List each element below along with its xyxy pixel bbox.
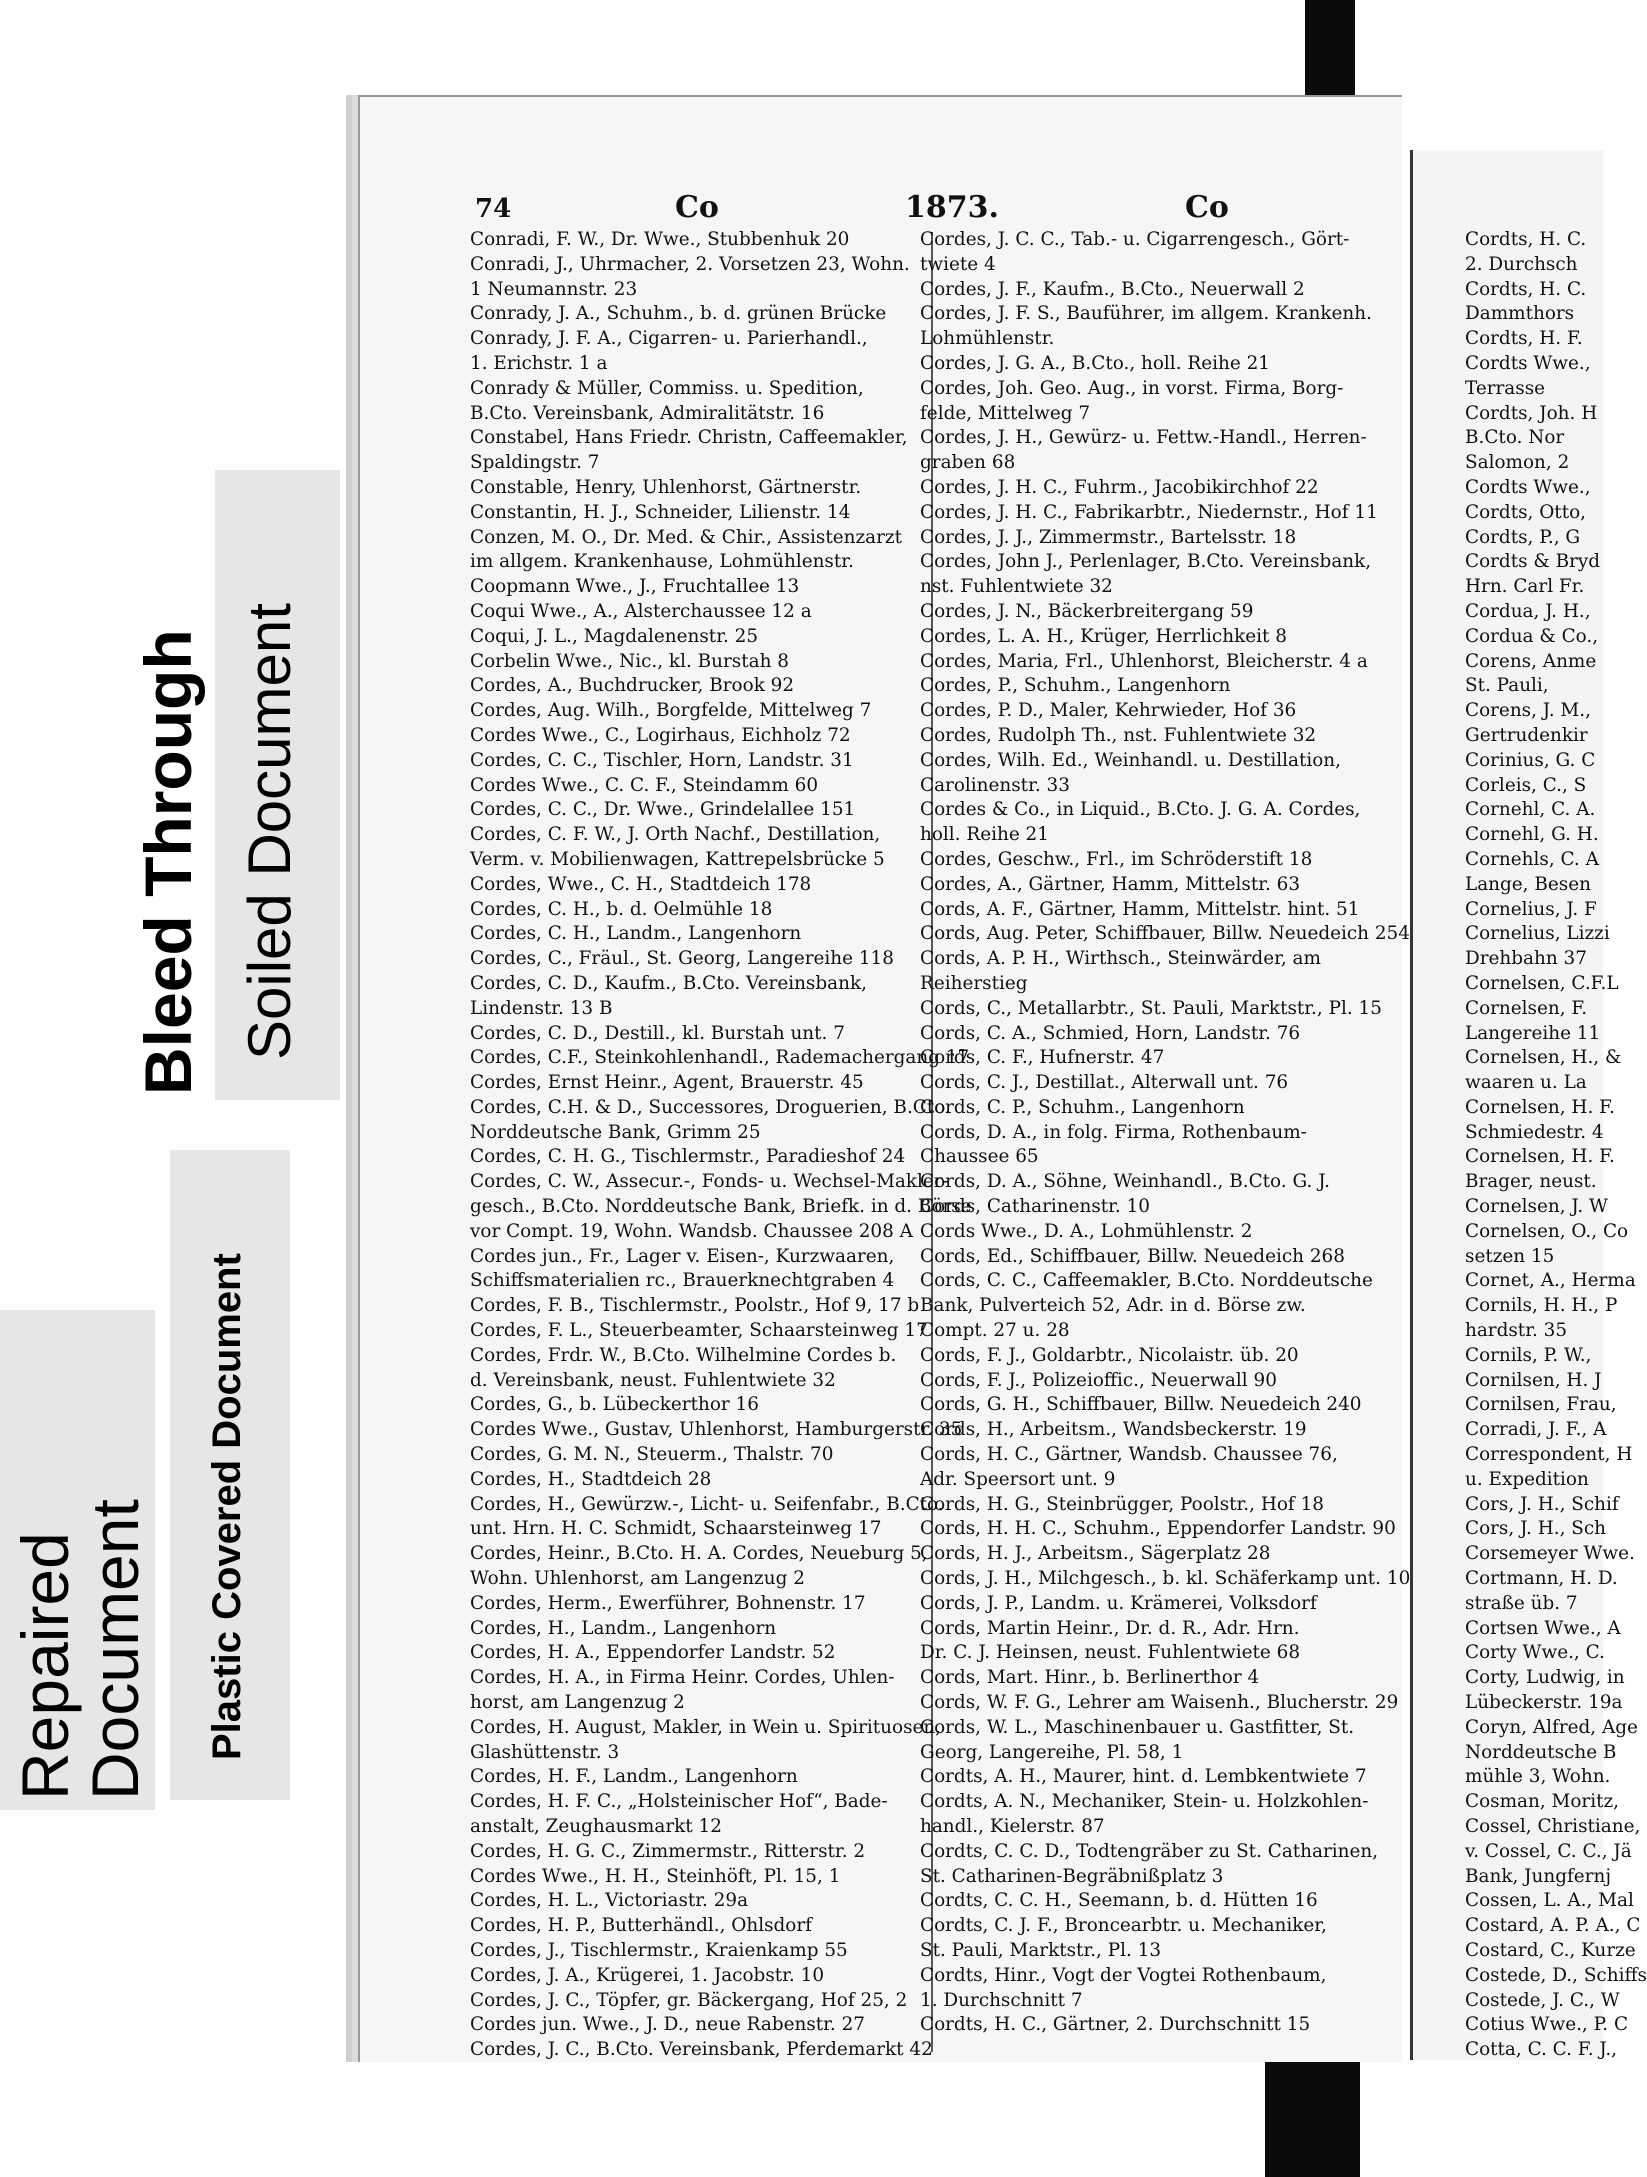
- directory-entry: Corsemeyer Wwe.: [1465, 1543, 1635, 1565]
- directory-entry: Schmiedestr. 4: [1465, 1121, 1604, 1143]
- directory-entry: Cordts & Bryd: [1465, 551, 1601, 573]
- directory-entry: Cordes, C. F. W., J. Orth Nachf., Destillation,: [470, 824, 881, 846]
- directory-entry: Cordes, J. A., Krügerei, 1. Jacobstr. 10: [470, 1964, 825, 1986]
- directory-entry: Glashüttenstr. 3: [470, 1741, 620, 1763]
- directory-entry: Cordes, A., Buchdrucker, Brook 92: [470, 675, 795, 697]
- directory-entry: Cornehls, C. A: [1465, 848, 1599, 870]
- directory-entry: d. Vereinsbank, neust. Fuhlentwiete 32: [470, 1369, 836, 1391]
- right-column: [1465, 228, 1647, 2063]
- directory-entry: Cords, Ed., Schiffbauer, Billw. Neuedeich 268: [920, 1245, 1345, 1267]
- directory-entry: Cords, H. H. C., Schuhm., Eppendorfer Landstr. 90: [920, 1518, 1396, 1540]
- directory-entry: Cords, W. L., Maschinenbauer u. Gastfitter, St.: [920, 1716, 1355, 1738]
- directory-entry: Cordes Wwe., C. C. F., Steindamm 60: [470, 774, 819, 796]
- directory-entry: twiete 4: [920, 253, 996, 275]
- page-header: [475, 190, 1375, 230]
- directory-entry: Dr. C. J. Heinsen, neust. Fuhlentwiete 68: [920, 1642, 1301, 1664]
- directory-entry: Cotius Wwe., P. C: [1465, 2014, 1629, 2036]
- soiled-document-label: Soiled Document: [236, 603, 303, 1060]
- directory-entry: Cordts, A. N., Mechaniker, Stein- u. Holzkohlen-: [920, 1791, 1369, 1813]
- directory-entry: Corinius, G. C: [1465, 749, 1596, 771]
- directory-entry: Cordes Wwe., H. H., Steinhöft, Pl. 15, 1: [470, 1865, 841, 1887]
- directory-entry: Cordts, C. J. F., Broncearbtr. u. Mechaniker,: [920, 1915, 1327, 1937]
- directory-entry: Verm. v. Mobilienwagen, Kattrepelsbrücke 5: [470, 848, 885, 870]
- directory-entry: Costard, C., Kurze: [1465, 1939, 1636, 1961]
- directory-entry: Cordes, H. F. C., „Holsteinischer Hof“, Bade-: [470, 1791, 888, 1813]
- directory-entry: Wohn. Uhlenhorst, am Langenzug 2: [470, 1568, 805, 1590]
- directory-entry: Cords, J. H., Milchgesch., b. kl. Schäferkamp unt. 10: [920, 1568, 1411, 1590]
- directory-entry: Cordts, H. C., Gärtner, 2. Durchschnitt 15: [920, 2014, 1311, 2036]
- directory-entry: Cordes, G., b. Lübeckerthor 16: [470, 1394, 759, 1416]
- directory-entry: Cordes, H. F., Landm., Langenhorn: [470, 1766, 798, 1788]
- directory-entry: Cors, J. H., Schif: [1465, 1493, 1619, 1515]
- directory-entry: Compt. 27 u. 28: [920, 1320, 1070, 1342]
- directory-entry: Cordes, C. W., Assecur.-, Fonds- u. Wechsel-Makler-: [470, 1171, 949, 1193]
- middle-column: [920, 228, 1411, 2038]
- directory-entry: Cordes, Wilh. Ed., Weinhandl. u. Destillation,: [920, 749, 1341, 771]
- directory-entry: Cossen, L. A., Mal: [1465, 1890, 1634, 1912]
- directory-entry: Cornelsen, F.: [1465, 997, 1588, 1019]
- directory-entry: Norddeutsche B: [1465, 1741, 1617, 1763]
- directory-entry: Cordes jun. Wwe., J. D., neue Rabenstr. 27: [470, 2014, 866, 2036]
- directory-entry: handl., Kielerstr. 87: [920, 1816, 1105, 1837]
- directory-entry: Cordes, J. G. A., B.Cto., holl. Reihe 21: [920, 352, 1270, 374]
- directory-entry: Cordes, Heinr., B.Cto. H. A. Cordes, Neueburg 5,: [470, 1543, 928, 1565]
- directory-entry: Cordes, A., Gärtner, Hamm, Mittelstr. 63: [920, 873, 1301, 895]
- directory-entry: Cordes, John J., Perlenlager, B.Cto. Vereinsbank,: [920, 551, 1372, 573]
- directory-entry: unt. Hrn. H. C. Schmidt, Schaarsteinweg 17: [470, 1518, 882, 1540]
- directory-entry: Lübeckerstr. 19a: [1465, 1692, 1623, 1714]
- directory-entry: Cordes, J. J., Zimmermstr., Bartelsstr. 18: [920, 526, 1297, 548]
- directory-entry: Cords, J. P., Landm. u. Krämerei, Volksdorf: [920, 1592, 1317, 1614]
- repaired-label-line1: Repaired: [8, 1532, 82, 1800]
- directory-entry: Costard, A. P. A., C: [1465, 1915, 1641, 1937]
- directory-entry: anstalt, Zeughausmarkt 12: [470, 1816, 722, 1837]
- directory-entry: Cors, J. H., Sch: [1465, 1518, 1607, 1540]
- directory-entry: Cordts, P., G: [1465, 526, 1581, 548]
- directory-entry: Cordes, G. M. N., Steuerm., Thalstr. 70: [470, 1444, 834, 1466]
- directory-entry: Conrady & Müller, Commiss. u. Spedition,: [470, 377, 864, 399]
- directory-entry: Cordes, C.H. & D., Successores, Droguerien, B.Cto.: [470, 1096, 951, 1118]
- directory-entry: Cotta, C. C. F. J.,: [1465, 2039, 1618, 2061]
- directory-entry: Cordua & Co.,: [1465, 625, 1599, 647]
- directory-entry: Cordes, Aug. Wilh., Borgfelde, Mittelweg 7: [470, 700, 872, 722]
- directory-entry: Cordes, F. B., Tischlermstr., Poolstr., Hof 9, 17 b: [470, 1295, 920, 1317]
- directory-entry: 1. Durchschnitt 7: [920, 1989, 1083, 2011]
- directory-entry: Cordes, P., Schuhm., Langenhorn: [920, 675, 1231, 697]
- directory-entry: graben 68: [920, 452, 1016, 474]
- directory-entry: Gertrudenkir: [1465, 724, 1588, 746]
- directory-entry: Cordes, Joh. Geo. Aug., in vorst. Firma, Borg-: [920, 377, 1344, 399]
- bleed-through-label: Bleed Through: [131, 629, 205, 1095]
- directory-entry: Cordes, J. H. C., Fabrikarbtr., Niedernstr., Hof 11: [920, 501, 1378, 523]
- directory-entry: Cordes, F. L., Steuerbeamter, Schaarsteinweg 17: [470, 1320, 928, 1342]
- directory-entry: Cordts, H. C.: [1465, 229, 1587, 250]
- directory-entry: Cornils, P. W.,: [1465, 1344, 1592, 1366]
- directory-entry: Cordes & Co., in Liquid., B.Cto. J. G. A. Cordes,: [920, 799, 1361, 821]
- directory-entry: Cordes, J. H. C., Fuhrm., Jacobikirchhof 22: [920, 476, 1319, 498]
- directory-entry: Cortsen Wwe., A: [1465, 1617, 1621, 1639]
- directory-entry: Cornelsen, H., &: [1465, 1047, 1622, 1069]
- directory-entry: Bank, Pulverteich 52, Adr. in d. Börse zw.: [920, 1295, 1306, 1317]
- directory-entry: Corty, Ludwig, in: [1465, 1667, 1625, 1689]
- directory-entry: Cordes, J. C. C., Tab.- u. Cigarrengesch., Gört-: [920, 229, 1350, 250]
- directory-entry: Cords, H. J., Arbeitsm., Sägerplatz 28: [920, 1543, 1271, 1565]
- directory-entry: Cornet, A., Herma: [1465, 1270, 1636, 1292]
- directory-entry: Cordes jun., Fr., Lager v. Eisen-, Kurzwaaren,: [470, 1245, 895, 1267]
- directory-entry: felde, Mittelweg 7: [920, 402, 1091, 424]
- directory-entry: gesch., B.Cto. Norddeutsche Bank, Briefk. in d. Börse: [470, 1196, 972, 1218]
- directory-entry: Schiffsmaterialien rc., Brauerknechtgraben 4: [470, 1270, 895, 1292]
- directory-entry: Corradi, J. F., A: [1465, 1419, 1607, 1441]
- directory-entry: Cornilsen, H. J: [1465, 1369, 1602, 1391]
- directory-entry: Corens, Anme: [1465, 650, 1597, 672]
- directory-entry: Cordes, C. H. G., Tischlermstr., Paradieshof 24: [470, 1146, 906, 1168]
- directory-entry: Cornilsen, Frau,: [1465, 1394, 1617, 1416]
- directory-entry: Cordes, Maria, Frl., Uhlenhorst, Bleicherstr. 4 a: [920, 650, 1368, 672]
- directory-entry: B.Cto. Nor: [1465, 427, 1565, 449]
- directory-entry: Salomon, 2: [1465, 452, 1570, 474]
- directory-entry: Coqui Wwe., A., Alsterchaussee 12 a: [470, 600, 812, 622]
- directory-entry: Cordts, H. F.: [1465, 328, 1583, 350]
- directory-entry: Cordts, A. H., Maurer, hint. d. Lembkentwiete 7: [920, 1766, 1367, 1788]
- directory-entry: Coqui, J. L., Magdalenenstr. 25: [470, 625, 759, 647]
- directory-entry: nst. Fuhlentwiete 32: [920, 576, 1113, 598]
- directory-entry: Constable, Henry, Uhlenhorst, Gärtnerstr.: [470, 476, 862, 498]
- directory-entry: Cordes, Frdr. W., B.Cto. Wilhelmine Cordes b.: [470, 1344, 897, 1366]
- directory-entry: Cordes, J. H., Gewürz- u. Fettw.-Handl., Herren-: [920, 427, 1367, 449]
- directory-entry: Conrady, J. A., Schuhm., b. d. grünen Brücke: [470, 303, 887, 325]
- directory-entry: Langereihe 11: [1465, 1022, 1601, 1044]
- directory-entry: Coopmann Wwe., J., Fruchtallee 13: [470, 576, 800, 598]
- header-year: 1873.: [905, 190, 999, 225]
- directory-entry: Cordes, P. D., Maler, Kehrwieder, Hof 36: [920, 700, 1297, 722]
- repaired-document-label: [10, 1499, 150, 1800]
- directory-entry: mühle 3, Wohn.: [1465, 1766, 1611, 1788]
- directory-entry: Cords, C. C., Caffeemakler, B.Cto. Norddeutsche: [920, 1270, 1373, 1292]
- directory-entry: Spaldingstr. 7: [470, 452, 600, 474]
- directory-entry: Correspondent, H: [1465, 1444, 1633, 1466]
- directory-entry: holl. Reihe 21: [920, 824, 1049, 846]
- directory-entry: Bank, Jungfernj: [1465, 1865, 1612, 1887]
- directory-entry: Cordes, C. C., Tischler, Horn, Landstr. 31: [470, 749, 854, 771]
- directory-entry: Corleis, C., S: [1465, 774, 1587, 796]
- directory-entry: Cords, C. P., Schuhm., Langenhorn: [920, 1096, 1245, 1118]
- repaired-label-line2: Document: [78, 1499, 152, 1800]
- directory-entry: Constabel, Hans Friedr. Christn, Caffeemakler,: [470, 427, 908, 449]
- directory-entry: Cornelius, Lizzi: [1465, 923, 1610, 945]
- directory-entry: Cordes, C., Fräul., St. Georg, Langereihe 118: [470, 948, 894, 970]
- directory-entry: Cords, A. P. H., Wirthsch., Steinwärder, am: [920, 948, 1321, 970]
- directory-entry: Cordts, Otto,: [1465, 501, 1587, 523]
- directory-entry: Cordes, J. N., Bäckerbreitergang 59: [920, 600, 1254, 622]
- directory-entry: Cordts, H. C.: [1465, 278, 1587, 300]
- directory-entry: Cordes, H. G. C., Zimmermstr., Ritterstr. 2: [470, 1840, 866, 1862]
- directory-entry: Brager, neust.: [1465, 1171, 1597, 1193]
- directory-entry: Cordua, J. H.,: [1465, 600, 1591, 622]
- directory-entry: Cordes, C.F., Steinkohlenhandl., Rademachergang 17: [470, 1047, 970, 1069]
- directory-entry: Cords, D. A., in folg. Firma, Rothenbaum-: [920, 1121, 1307, 1143]
- directory-entry: Cordes, J., Tischlermstr., Kraienkamp 55: [470, 1939, 848, 1961]
- directory-entry: 1. Erichstr. 1 a: [470, 352, 608, 374]
- directory-entry: Lindenstr. 13 B: [470, 997, 613, 1019]
- directory-entry: Cordes, C. C., Dr. Wwe., Grindelallee 151: [470, 799, 856, 821]
- directory-entry: Dammthors: [1465, 303, 1575, 325]
- directory-entry: waaren u. La: [1465, 1072, 1587, 1094]
- directory-entry: Cosman, Moritz,: [1465, 1791, 1620, 1813]
- directory-entry: Lange, Besen: [1465, 873, 1591, 895]
- directory-entry: Cordes, H., Landm., Langenhorn: [470, 1617, 777, 1639]
- directory-entry: Reiherstieg: [920, 972, 1028, 994]
- directory-entry: B.Cto. Vereinsbank, Admiralitätstr. 16: [470, 402, 825, 424]
- directory-entry: Cords, D. A., Söhne, Weinhandl., B.Cto. G. J.: [920, 1171, 1331, 1193]
- directory-entry: Cordes, H. August, Makler, in Wein u. Spirituosen,: [470, 1716, 942, 1738]
- directory-entry: hardstr. 35: [1465, 1320, 1568, 1342]
- directory-entry: Cornelsen, H. F.: [1465, 1096, 1615, 1118]
- directory-entry: Carolinenstr. 33: [920, 774, 1070, 796]
- directory-entry: Conradi, J., Uhrmacher, 2. Vorsetzen 23, Wohn.: [470, 253, 910, 275]
- directory-entry: Cordts, C. C. H., Seemann, b. d. Hütten 16: [920, 1890, 1318, 1912]
- directory-entry: Cords, A. F., Gärtner, Hamm, Mittelstr. hint. 51: [920, 898, 1360, 920]
- directory-entry: Cordes Wwe., Gustav, Uhlenhorst, Hamburgerstr. 35: [470, 1419, 963, 1441]
- directory-entry: Cordts, C. C. D., Todtengräber zu St. Catharinen,: [920, 1840, 1379, 1862]
- directory-entry: Conradi, F. W., Dr. Wwe., Stubbenhuk 20: [470, 229, 850, 250]
- page-number: 74: [475, 194, 512, 224]
- directory-entry: Cords, Martin Heinr., Dr. d. R., Adr. Hrn.: [920, 1617, 1300, 1639]
- directory-entry: Conrady, J. F. A., Cigarren- u. Parierhandl.,: [470, 328, 868, 350]
- directory-entry: im allgem. Krankenhause, Lohmühlenstr.: [470, 551, 854, 573]
- directory-entry: Georg, Langereihe, Pl. 58, 1: [920, 1741, 1184, 1763]
- directory-entry: Cords, C., Metallarbtr., St. Pauli, Marktstr., Pl. 15: [920, 997, 1382, 1019]
- directory-entry: St. Pauli, Marktstr., Pl. 13: [920, 1939, 1162, 1961]
- directory-entry: Cordes, H., Gewürzw.-, Licht- u. Seifenfabr., B.Cto.: [470, 1493, 944, 1515]
- directory-entry: St. Pauli,: [1465, 675, 1549, 697]
- directory-entry: Cordes, Ernst Heinr., Agent, Brauerstr. 45: [470, 1072, 864, 1094]
- directory-entry: Cordes, Herm., Ewerführer, Bohnenstr. 17: [470, 1592, 866, 1614]
- directory-entry: Cordes, J. F. S., Bauführer, im allgem. Krankenh.: [920, 303, 1372, 325]
- directory-entry: Corens, J. M.,: [1465, 700, 1591, 722]
- directory-entry: Chaussee 65: [920, 1146, 1039, 1168]
- directory-entry: Cords, H., Arbeitsm., Wandsbeckerstr. 19: [920, 1419, 1307, 1441]
- directory-entry: Cords, H. G., Steinbrügger, Poolstr., Hof 18: [920, 1493, 1324, 1515]
- directory-entry: Hrn. Carl Fr.: [1465, 576, 1585, 598]
- directory-entry: Cordes, Geschw., Frl., im Schröderstift 18: [920, 848, 1313, 870]
- directory-entry: Cords, C. J., Destillat., Alterwall unt. 76: [920, 1072, 1289, 1094]
- directory-entry: Cordes, C. D., Destill., kl. Burstah unt. 7: [470, 1022, 845, 1044]
- directory-entry: Cordes, H. A., in Firma Heinr. Cordes, Uhlen-: [470, 1667, 895, 1689]
- directory-entry: Conzen, M. O., Dr. Med. & Chir., Assistenzarzt: [470, 526, 902, 548]
- directory-entry: Cordes, J. C., Töpfer, gr. Bäckergang, Hof 25, 2: [470, 1989, 908, 2011]
- directory-entry: Cordes, H. A., Eppendorfer Landstr. 52: [470, 1642, 836, 1664]
- directory-entry: Cornelsen, C.F.L: [1465, 972, 1619, 994]
- directory-entry: St. Catharinen-Begräbnißplatz 3: [920, 1865, 1224, 1887]
- directory-entry: v. Cossel, C. C., Jä: [1465, 1840, 1632, 1862]
- directory-entry: setzen 15: [1465, 1245, 1555, 1267]
- directory-entry: Cordes, J. F., Kaufm., B.Cto., Neuerwall 2: [920, 278, 1305, 300]
- directory-entry: Cords, G. H., Schiffbauer, Billw. Neuedeich 240: [920, 1394, 1362, 1416]
- directory-entry: Lohmühlenstr.: [920, 328, 1055, 350]
- directory-entry: Cords, Mart. Hinr., b. Berlinerthor 4: [920, 1667, 1260, 1689]
- directory-entry: Cordes Wwe., C., Logirhaus, Eichholz 72: [470, 724, 851, 746]
- directory-entry: 1 Neumannstr. 23: [470, 278, 638, 300]
- directory-entry: Cordes, H. P., Butterhändl., Ohlsdorf: [470, 1915, 812, 1937]
- header-right-letters: Co: [1185, 190, 1229, 225]
- directory-entry: Cornelius, J. F: [1465, 898, 1597, 920]
- directory-entry: Cornelsen, J. W: [1465, 1196, 1608, 1218]
- directory-entry: Cornehl, C. A.: [1465, 799, 1596, 821]
- directory-entry: Cordes, H. L., Victoriastr. 29a: [470, 1890, 749, 1912]
- directory-entry: Costede, J. C., W: [1465, 1989, 1620, 2011]
- directory-entry: Cossel, Christiane,: [1465, 1816, 1641, 1837]
- directory-entry: Cordes, C. D., Kaufm., B.Cto. Vereinsbank,: [470, 972, 867, 994]
- directory-entry: Cordts, Hinr., Vogt der Vogtei Rothenbaum,: [920, 1964, 1327, 1986]
- directory-entry: Cordes, Rudolph Th., nst. Fuhlentwiete 32: [920, 724, 1317, 746]
- directory-entry: Cords, H. C., Gärtner, Wandsb. Chaussee 76,: [920, 1444, 1338, 1466]
- directory-entry: Cordes, L. A. H., Krüger, Herrlichkeit 8: [920, 625, 1287, 647]
- directory-entry: Cordes, H., Stadtdeich 28: [470, 1468, 712, 1490]
- directory-entry: horst, am Langenzug 2: [470, 1692, 685, 1714]
- directory-entry: Cords, Aug. Peter, Schiffbauer, Billw. Neuedeich 254: [920, 923, 1410, 945]
- directory-entry: Cords Wwe., D. A., Lohmühlenstr. 2: [920, 1220, 1253, 1242]
- directory-entry: 2. Durchsch: [1465, 253, 1578, 275]
- directory-entry: Drehbahn 37: [1465, 948, 1587, 970]
- directory-entry: Adr. Speersort unt. 9: [920, 1468, 1116, 1490]
- directory-entry: straße üb. 7: [1465, 1592, 1578, 1614]
- directory-entry: Cords, C. A., Schmied, Horn, Landstr. 76: [920, 1022, 1301, 1044]
- directory-entry: Cornils, H. H., P: [1465, 1295, 1618, 1317]
- directory-entry: Cords, F. J., Goldarbtr., Nicolaistr. üb. 20: [920, 1344, 1299, 1366]
- directory-entry: Cordts Wwe.,: [1465, 352, 1591, 374]
- directory-entry: u. Expedition: [1465, 1468, 1589, 1490]
- directory-entry: vor Compt. 19, Wohn. Wandsb. Chaussee 208 A: [470, 1220, 913, 1242]
- directory-entry: Cordes, C. H., Landm., Langenhorn: [470, 923, 802, 945]
- directory-entry: Cordts, Joh. H: [1465, 402, 1598, 424]
- directory-entry: Cordts Wwe.,: [1465, 476, 1591, 498]
- directory-entry: Norddeutsche Bank, Grimm 25: [470, 1121, 761, 1143]
- plastic-covered-label: Plastic Covered Document: [205, 1253, 249, 1760]
- directory-entry: Coryn, Alfred, Age: [1465, 1716, 1638, 1738]
- directory-entry: Cortmann, H. D.: [1465, 1568, 1618, 1590]
- directory-entry: Cordes, Wwe., C. H., Stadtdeich 178: [470, 873, 812, 895]
- directory-entry: Cornelsen, O., Co: [1465, 1220, 1629, 1242]
- directory-entry: Cornehl, G. H.: [1465, 824, 1599, 846]
- directory-entry: Corty Wwe., C.: [1465, 1642, 1605, 1664]
- directory-entry: Constantin, H. J., Schneider, Lilienstr. 14: [470, 501, 851, 523]
- directory-entry: Corbelin Wwe., Nic., kl. Burstah 8: [470, 650, 789, 672]
- directory-entry: Cords, F. J., Polizeioffic., Neuerwall 90: [920, 1369, 1277, 1391]
- directory-entry: Cordes, J. C., B.Cto. Vereinsbank, Pferdemarkt 42: [470, 2039, 933, 2061]
- directory-entry: Cords, C. F., Hufnerstr. 47: [920, 1047, 1165, 1069]
- directory-entry: Cordes, C. H., b. d. Oelmühle 18: [470, 898, 773, 920]
- directory-entry: Cords, Catharinenstr. 10: [920, 1196, 1151, 1218]
- directory-entry: Terrasse: [1465, 377, 1546, 399]
- directory-entry: Cornelsen, H. F.: [1465, 1146, 1615, 1168]
- directory-entry: Cords, W. F. G., Lehrer am Waisenh., Blucherstr. 29: [920, 1692, 1399, 1714]
- directory-entry: Costede, D., Schiffs: [1465, 1964, 1647, 1986]
- header-left-letters: Co: [675, 190, 719, 225]
